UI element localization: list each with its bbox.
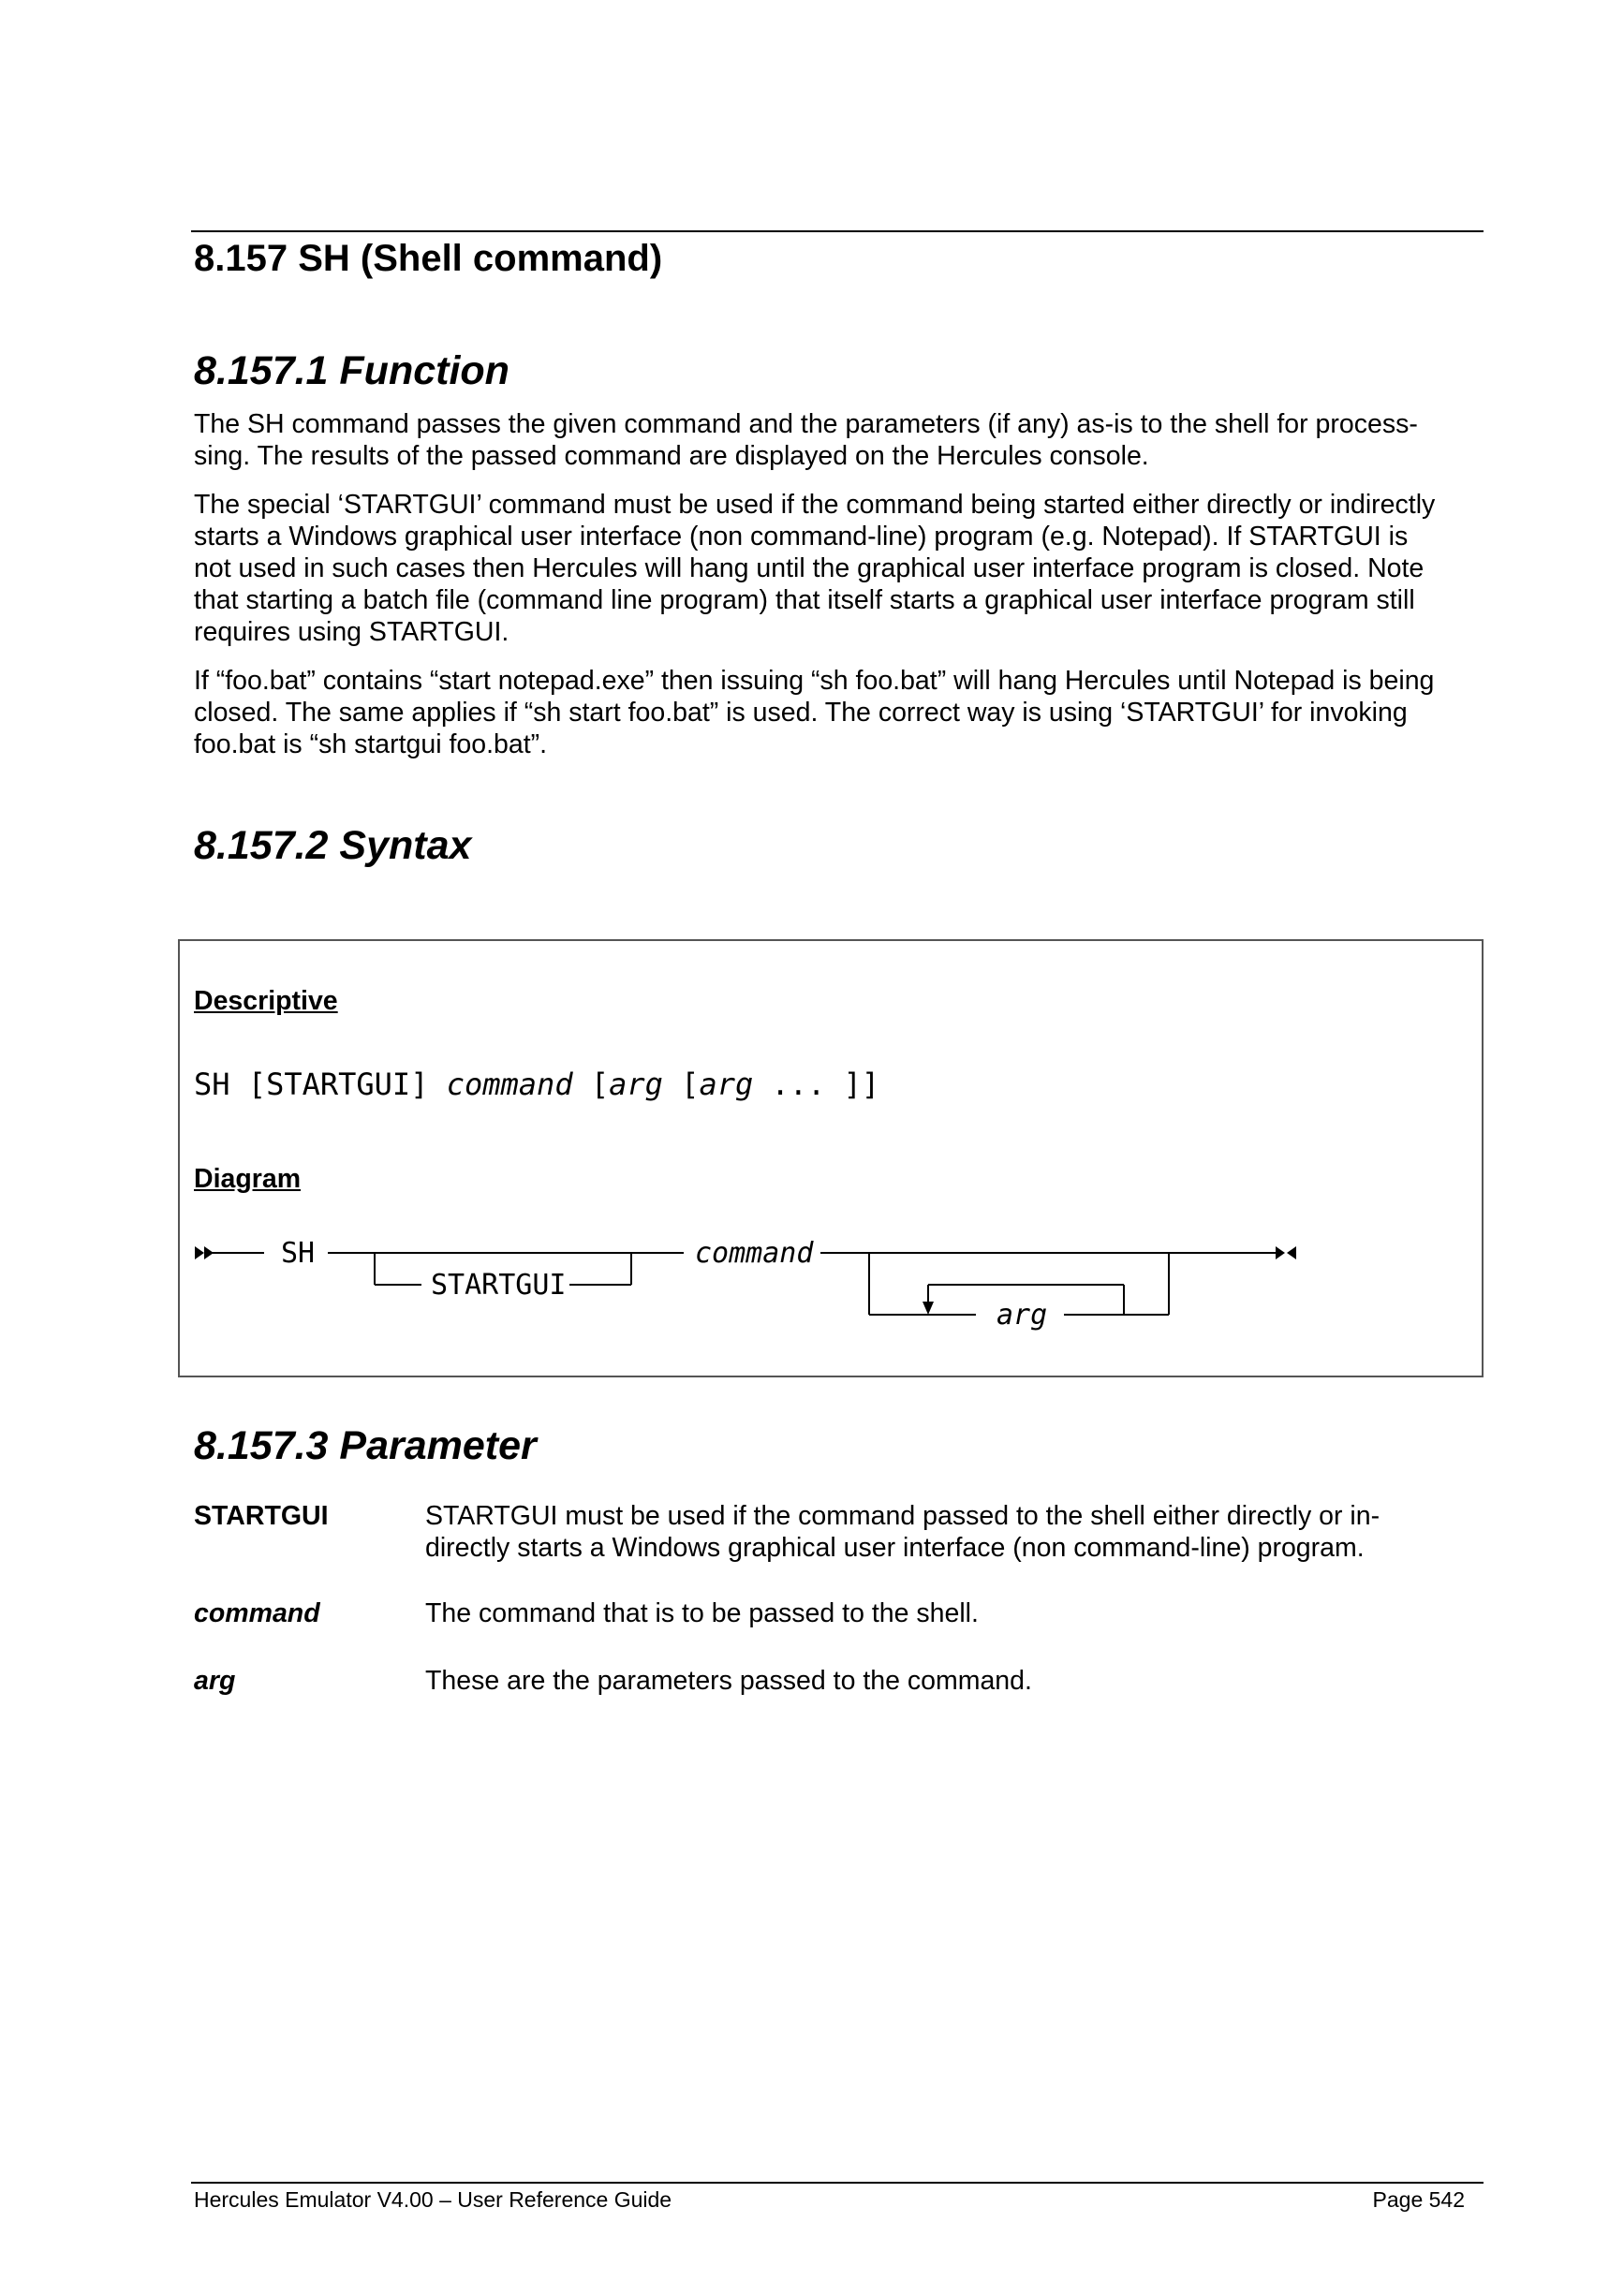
- page-number: Page 542: [1372, 2187, 1465, 2212]
- diagram-label: Diagram: [194, 1164, 302, 1194]
- text-line: If “foo.bat” contains “start notepad.exe” then issuing “sh foo.bat” will hang Hercules until Notepad is being: [194, 666, 1435, 696]
- function-heading: 8.157.1 Function: [194, 348, 509, 393]
- text-line: The command that is to be passed to the shell.: [425, 1598, 979, 1628]
- syntax-ellipsis: ... ]]: [753, 1067, 880, 1102]
- diagram-sh: SH: [281, 1237, 316, 1270]
- text-line: closed. The same applies if “sh start foo.bat” is used. The correct way is using ‘STARTGUI’ for invoking: [194, 698, 1408, 728]
- text-line: not used in such cases then Hercules will hang until the graphical user interface program is closed. Note: [194, 553, 1425, 583]
- syntax-heading: 8.157.2 Syntax: [194, 823, 472, 868]
- end-arrow-right: [1276, 1246, 1285, 1259]
- railroad-diagram: [178, 1227, 1484, 1376]
- repeat-arrow: [923, 1302, 934, 1315]
- function-paragraph-3: [194, 665, 1496, 760]
- diagram-command: command: [695, 1237, 814, 1270]
- parameter-name: STARTGUI: [194, 1501, 329, 1531]
- parameter-description: [425, 1597, 1474, 1629]
- start-arrow-2: [204, 1246, 214, 1259]
- text-line: foo.bat is “sh startgui foo.bat”.: [194, 729, 548, 759]
- text-line: starts a Windows graphical user interface (non command-line) program (e.g. Notepad). If STARTGUI is: [194, 522, 1409, 552]
- syntax-bracket: [: [662, 1067, 700, 1102]
- parameter-name: arg: [194, 1666, 236, 1696]
- syntax-arg-placeholder: arg: [609, 1067, 663, 1102]
- function-paragraph-1: [194, 408, 1496, 472]
- syntax-bracket: [: [572, 1067, 610, 1102]
- parameter-description: [425, 1500, 1474, 1564]
- syntax-command-placeholder: command: [446, 1067, 573, 1102]
- footer-rule: [191, 2182, 1484, 2184]
- function-paragraph-2: [194, 489, 1496, 648]
- text-line: directly starts a Windows graphical user interface (non command-line) program.: [425, 1533, 1365, 1563]
- descriptive-label: Descriptive: [194, 986, 338, 1016]
- text-line: STARTGUI must be used if the command passed to the shell either directly or in-: [425, 1501, 1380, 1531]
- parameter-description: [425, 1665, 1474, 1697]
- descriptive-syntax: [194, 1066, 879, 1103]
- footer-title: Hercules Emulator V4.00 – User Reference Guide: [194, 2187, 672, 2212]
- diagram-arg: arg: [997, 1299, 1048, 1332]
- diagram-startgui: STARTGUI: [431, 1269, 567, 1302]
- syntax-keyword: SH [STARTGUI]: [194, 1067, 447, 1102]
- end-arrow-left: [1287, 1246, 1296, 1259]
- syntax-arg-placeholder: arg: [699, 1067, 754, 1102]
- parameter-heading: 8.157.3 Parameter: [194, 1423, 537, 1468]
- text-line: sing. The results of the passed command are displayed on the Hercules console.: [194, 441, 1149, 471]
- parameter-name: command: [194, 1598, 320, 1628]
- text-line: The SH command passes the given command and the parameters (if any) as-is to the shell for process-: [194, 409, 1418, 439]
- start-arrow-1: [195, 1246, 204, 1259]
- text-line: These are the parameters passed to the command.: [425, 1666, 1032, 1696]
- text-line: that starting a batch file (command line program) that itself starts a graphical user interface program still: [194, 585, 1415, 615]
- section-heading: 8.157 SH (Shell command): [194, 238, 663, 279]
- text-line: The special ‘STARTGUI’ command must be used if the command being started either directly or indirectly: [194, 490, 1436, 520]
- text-line: requires using STARTGUI.: [194, 617, 509, 647]
